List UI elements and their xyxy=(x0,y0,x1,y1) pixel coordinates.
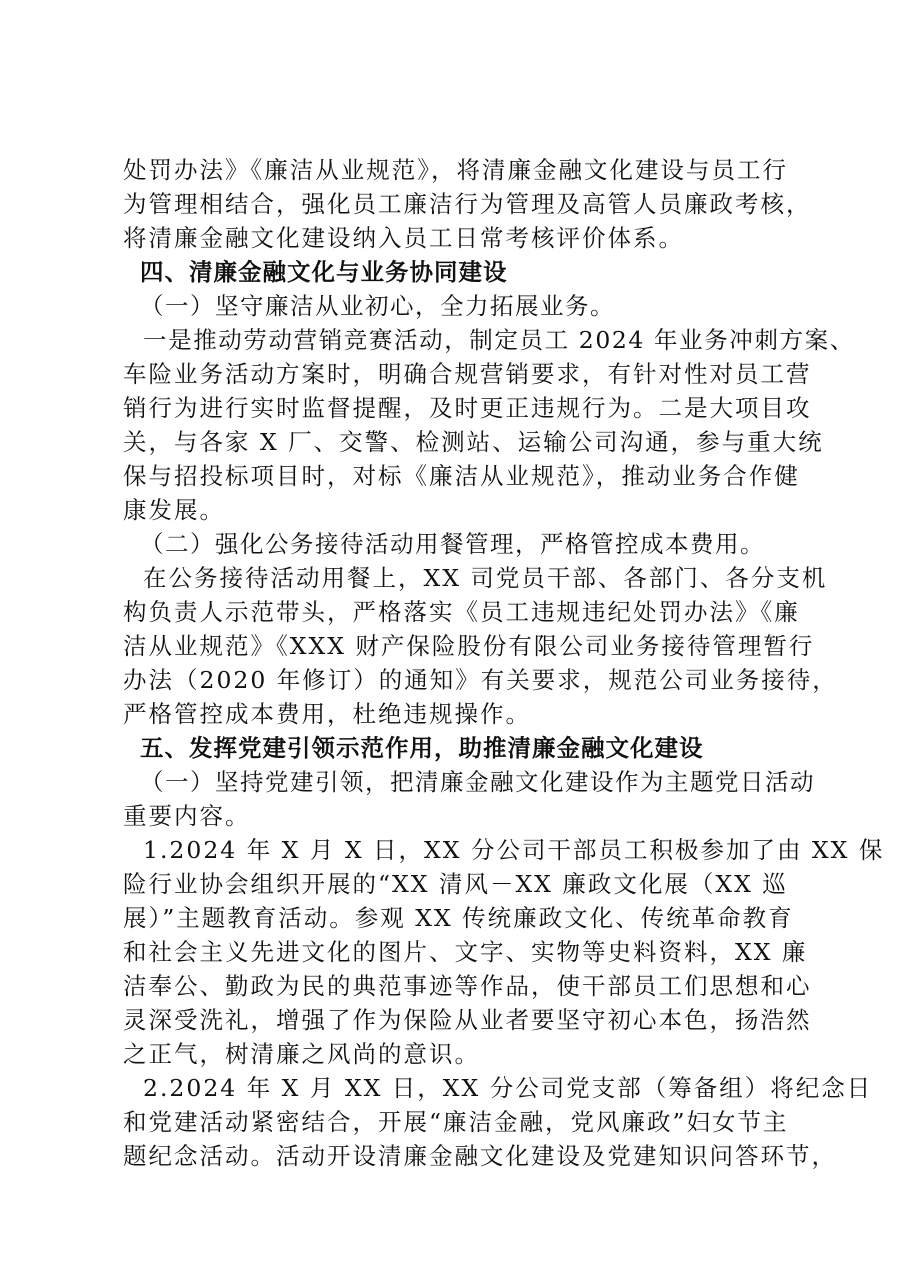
body-line: 将清廉金融文化建设纳入员工日常考核评价体系。 xyxy=(123,224,684,252)
body-line: 1.2024 年 X 月 X 日，XX 分公司干部员工积极参加了由 XX 保 xyxy=(143,836,885,864)
body-line: 为管理相结合，强化员工廉洁行为管理及高管人员廉政考核， xyxy=(123,190,812,218)
body-line: 关，与各家 X 厂、交警、检测站、运输公司沟通，参与重大统 xyxy=(123,428,824,456)
body-line: 构负责人示范带头，严格落实《员工违规违纪处罚办法》《廉 xyxy=(123,598,800,626)
body-line: 灵深受洗礼，增强了作为保险从业者要坚守初心本色，扬浩然 xyxy=(123,1006,812,1034)
subsection-heading: （一）坚持党建引领，把清廉金融文化建设作为主题党日活动 xyxy=(140,768,815,796)
body-line: 严格管控成本费用，杜绝违规操作。 xyxy=(123,700,531,728)
body-line: 办法（2020 年修订）的通知》有关要求，规范公司业务接待， xyxy=(123,666,838,694)
body-line: 洁奉公、勤政为民的典范事迹等作品，使干部员工们思想和心 xyxy=(123,972,812,1000)
body-line: 展）”主题教育活动。参观 XX 传统廉政文化、传统革命教育 xyxy=(123,904,794,932)
subsection-heading: （二）强化公务接待活动用餐管理，严格管控成本费用。 xyxy=(140,530,765,558)
body-line: 洁从业规范》《XXX 财产保险股份有限公司业务接待管理暂行 xyxy=(123,632,815,660)
body-line: 车险业务活动方案时，明确合规营销要求，有针对性对员工营 xyxy=(123,360,812,388)
section-heading-5: 五、发挥党建引领示范作用，助推清廉金融文化建设 xyxy=(140,734,704,762)
subsection-heading: （一）坚守廉洁从业初心，全力拓展业务。 xyxy=(140,292,615,320)
body-line: 处罚办法》《廉洁从业规范》，将清廉金融文化建设与员工行 xyxy=(123,156,788,184)
body-line: 险行业协会组织开展的“XX 清风－XX 廉政文化展（XX 巡 xyxy=(123,870,788,898)
section-heading-4: 四、清廉金融文化与业务协同建设 xyxy=(140,258,508,286)
body-line: 康发展。 xyxy=(123,496,225,524)
body-line: 在公务接待活动用餐上，XX 司党员干部、各部门、各分支机 xyxy=(143,564,828,592)
body-line: 一是推动劳动营销竞赛活动，制定员工 2024 年业务冲刺方案、 xyxy=(143,326,855,354)
body-line: 销行为进行实时监督提醒，及时更正违规行为。二是大项目攻 xyxy=(123,394,812,422)
body-line: 和党建活动紧密结合，开展“廉洁金融，党风廉政”妇女节主 xyxy=(123,1108,789,1136)
body-line: 2.2024 年 X 月 XX 日，XX 分公司党支部（筹备组）将纪念日 xyxy=(143,1074,873,1102)
body-line: 之正气，树清廉之风尚的意识。 xyxy=(123,1040,480,1068)
body-line: 题纪念活动。活动开设清廉金融文化建设及党建知识问答环节， xyxy=(123,1142,837,1170)
body-line: 和社会主义先进文化的图片、文字、实物等史料资料，XX 廉 xyxy=(123,938,808,966)
body-line: 保与招投标项目时，对标《廉洁从业规范》，推动业务合作健 xyxy=(123,462,800,490)
body-line: 重要内容。 xyxy=(123,802,251,830)
